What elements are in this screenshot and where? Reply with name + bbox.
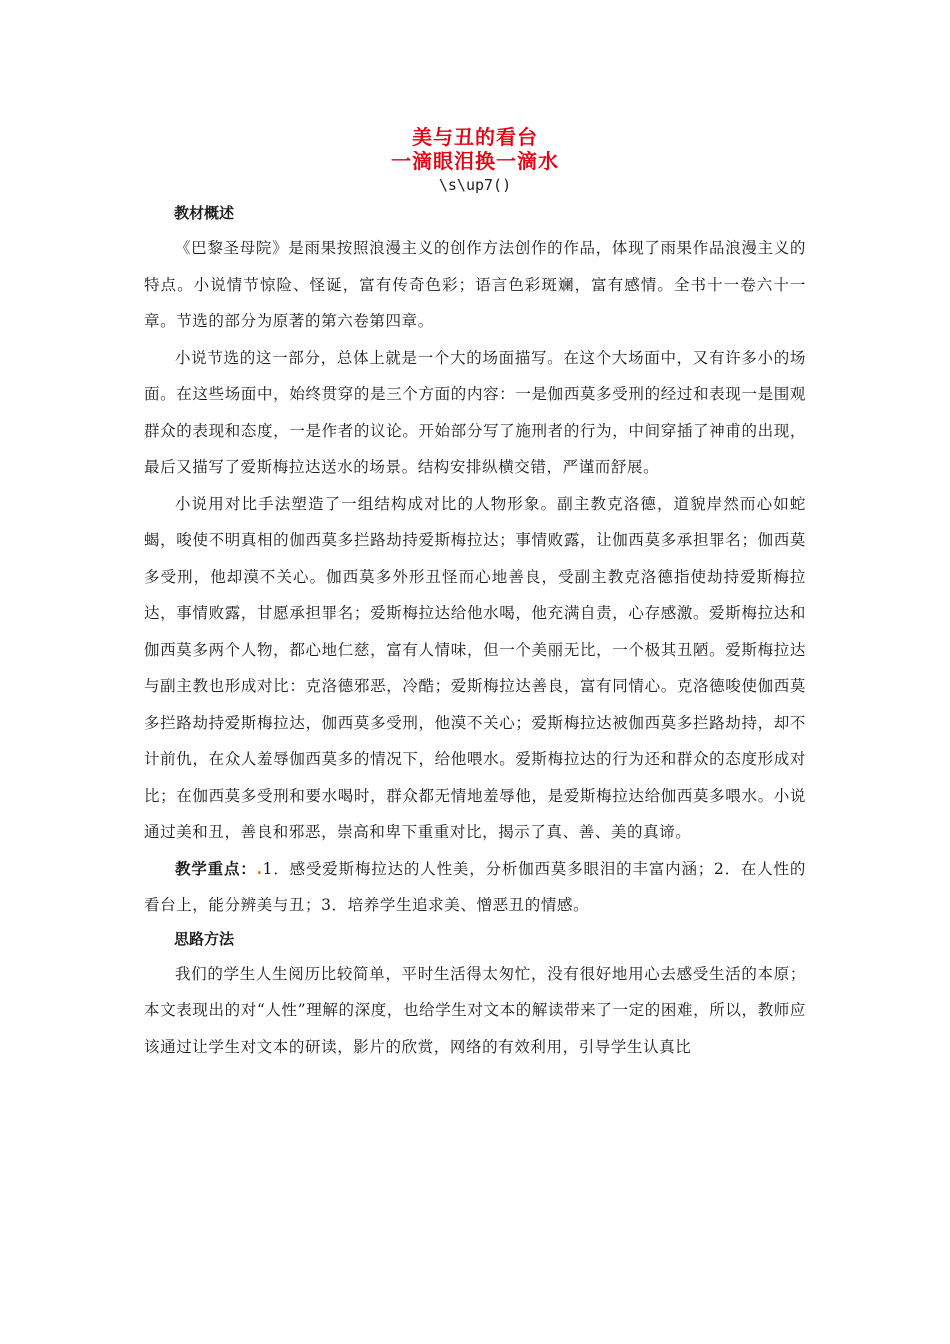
paragraph-key-points [144,851,806,924]
paragraph-method-1: 我们的学生人生阅历比较简单，平时生活得太匆忙，没有很好地用心去感受生活的本原；本文表现出的对“人性”理解的深度，也给学生对文本的解读带来了一定的困难，所以，教师应该通过让学生对文本的研读，影片的欣赏，网络的有效利用，引导学生认真比 [144,964,806,1056]
paragraph-overview-3: 小说用对比手法塑造了一组结构成对比的人物形象。副主教克洛德，道貌岸然而心如蛇蝎，唆使不明真相的伽西莫多拦路劫持爱斯梅拉达；事情败露，让伽西莫多承担罪名；伽西莫多受刑，他却漠不关心。伽西莫多外形丑怪而心地善良，受副主教克洛德指使劫持爱斯梅拉达，事情败露，甘愿承担罪名；爱斯梅拉达给他水喝，他充满自责，心存感激。爱斯梅拉达和伽西莫多两个人物，都心地仁慈，富有人情味，但一个美丽无比，一个极其丑陋。爱斯梅拉达与副主教也形成对比：克洛德邪恶，冷酷；爱斯梅拉达善良，富有同情心。克洛德唆使伽西莫多拦路劫持爱斯梅拉达，伽西莫多受刑，他漠不关心；爱斯梅拉达被伽西莫多拦路劫持，却不计前仇，在众人羞辱伽西莫多的情况下，给他喂水。爱斯梅拉达的行为还和群众的态度形成对比；在伽西莫多受刑和要水喝时，群众都无情地羞辱他，是爱斯梅拉达给伽西莫多喂水。小说通过美和丑，善良和邪恶，崇高和卑下重重对比，揭示了真、善、美的真谛。 [144,494,806,841]
key-points-mark: . [256,858,263,878]
key-points-label: 教学重点： [175,859,257,878]
key-points-text: 1．感受爱斯梅拉达的人性美，分析伽西莫多眼泪的丰富内涵；2．在人性的看台上，能分辨美与丑；3．培养学生追求美、憎恶丑的情感。 [144,859,806,914]
document-title: 美与丑的看台 [412,125,538,149]
paragraph-overview-1: 《巴黎圣母院》是雨果按照浪漫主义的创作方法创作的作品，体现了雨果作品浪漫主义的特点。小说情节惊险、怪诞，富有传奇色彩；语言色彩斑斓，富有感情。全书十一卷六十一章。节选的部分为原著的第六卷第四章。 [144,239,806,330]
section-heading-overview: 教材概述 [174,204,235,222]
paragraph-overview-2: 小说节选的这一部分，总体上就是一个大的场面描写。在这个大场面中，又有许多小的场面。在这些场面中，始终贯穿的是三个方面的内容：一是伽西莫多受刑的经过和表现一是围观群众的表现和态度，一是作者的议论。开始部分写了施刑者的行为，中间穿插了神甫的出现，最后又描写了爱斯梅拉达送水的场景。结构安排纵横交错，严谨而舒展。 [144,348,806,476]
document-body [144,200,806,1065]
section-heading-method: 思路方法 [174,929,235,948]
document-subtitle: 一滴眼泪换一滴水 [391,149,559,173]
field-code-text: \s\up7() [438,176,512,194]
